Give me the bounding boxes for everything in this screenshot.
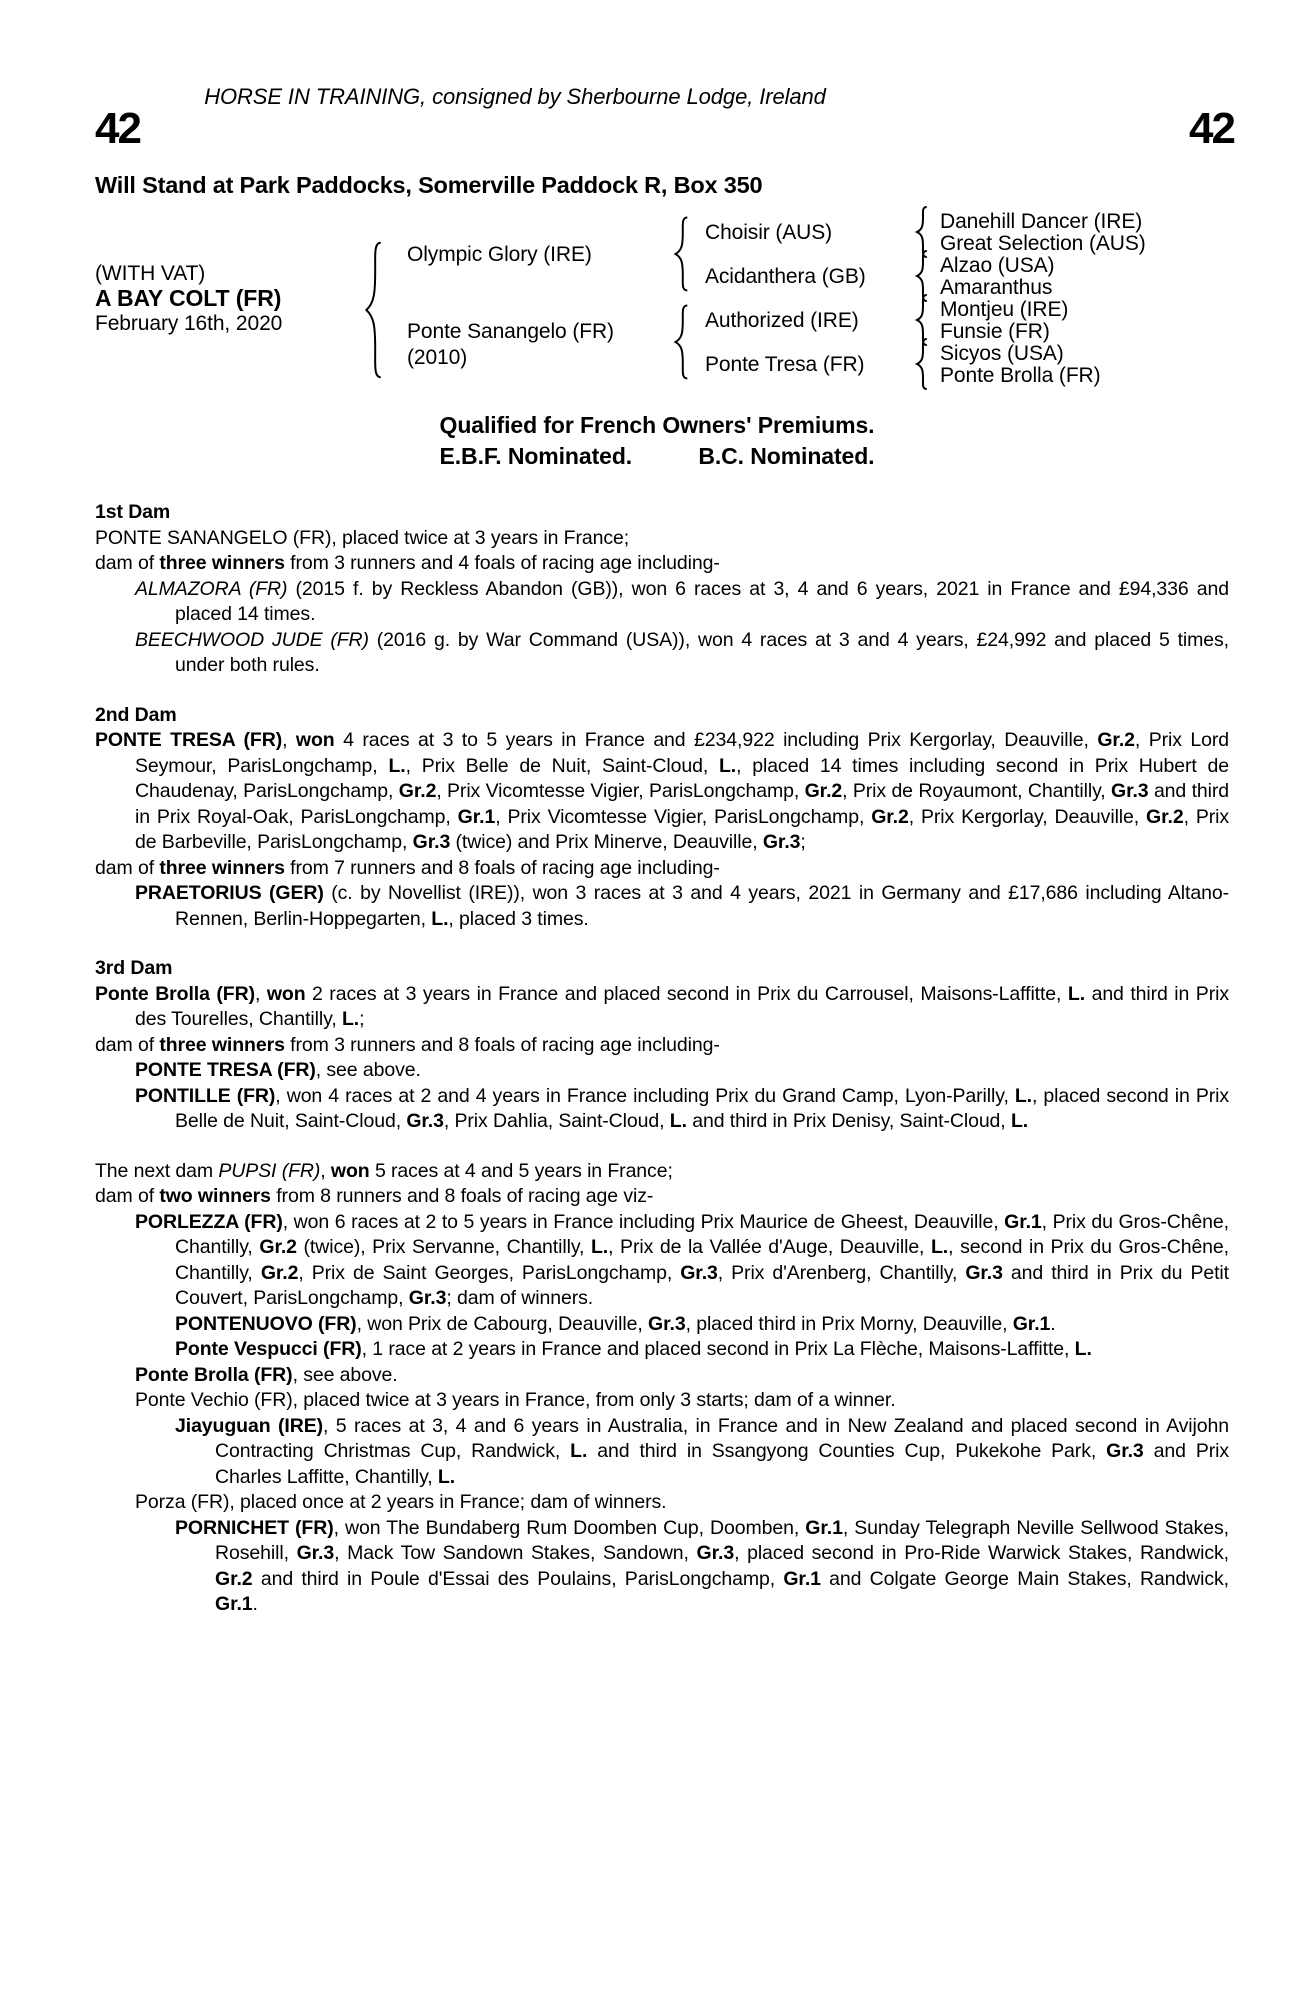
text-run: L. (718, 754, 737, 777)
text-run: , Prix Vicomtesse Vigier, ParisLongchamp, (495, 805, 872, 828)
pedigree-brace-dam (672, 304, 690, 380)
text-run: Gr.2 (260, 1261, 299, 1284)
text-run: L. (931, 1236, 949, 1258)
text-run: , 1 race at 2 years in France and placed second in Prix La Flèche, Maisons-Laffitte, (361, 1338, 1075, 1360)
text-run: Gr.3 (648, 1312, 686, 1335)
pedigree-gen3-name: Great Selection (AUS) (940, 232, 1146, 255)
text-run: Gr.1 (783, 1567, 821, 1590)
pedigree-brace-gen1 (362, 240, 384, 380)
pedigree-gen3-name: Funsie (FR) (940, 320, 1050, 343)
text-run: Gr.3 (296, 1542, 335, 1564)
text-run: Gr.3 (408, 1287, 447, 1309)
text-run: L. (1014, 1084, 1032, 1107)
text-run: , placed second in Pro-Ride Warwick Stakes, Randwick, (734, 1542, 1229, 1564)
pedigree-sire: Olympic Glory (IRE) (407, 243, 592, 266)
text-run: , placed second in Prix Belle de Nuit, Saint-Cloud, (175, 1084, 1229, 1132)
text-run: and Prix Charles Laffitte, Chantilly, (215, 1440, 1230, 1488)
text-run: , placed third in Prix Morny, Deauville, (685, 1312, 1013, 1335)
text-run: three winners (159, 856, 285, 879)
text-run: , 5 races at 3, 4 and 6 years in Australia, in France and in New Zealand and placed second in Avijohn Contracting Christmas Cup, Randwick, (215, 1414, 1229, 1462)
catalogue-paragraph (95, 1159, 1229, 1185)
text-run: dam of (95, 856, 160, 879)
text-run: PORLEZZA (FR) (135, 1210, 283, 1233)
text-run: , won 4 races at 2 and 4 years in France including Prix du Grand Camp, Lyon-Parilly, (275, 1084, 1015, 1107)
text-run: ALMAZORA (FR) (135, 577, 288, 600)
text-run: from 3 runners and 8 foals of racing age including- (284, 1033, 720, 1056)
text-run: Gr.1 (805, 1516, 843, 1539)
text-run: PONTE TRESA (FR) (135, 1059, 316, 1081)
text-run: L. (431, 907, 449, 930)
text-run: L. (388, 754, 406, 777)
text-run: Gr.3 (1111, 780, 1149, 802)
text-run: dam of (95, 1185, 160, 1207)
catalogue-paragraph (95, 856, 1229, 882)
text-run: Gr.2 (1097, 729, 1135, 751)
text-run: L. (1074, 1338, 1092, 1360)
text-run: (twice) and Prix Minerve, Deauville, (450, 831, 763, 853)
text-run: , (320, 1159, 331, 1182)
catalogue-paragraph (95, 1363, 1229, 1389)
text-run: and Colgate George Main Stakes, Randwick, (820, 1567, 1229, 1590)
lot-header-block (0, 0, 1314, 500)
dam-section (95, 956, 1229, 1135)
text-run: , Sunday Telegraph Neville Sellwood Stakes, Rosehill, (215, 1516, 1229, 1564)
text-run: PONTILLE (FR) (135, 1084, 276, 1107)
text-run: L. (341, 1008, 360, 1030)
text-run: , second in Prix du Gros-Chêne, Chantilly, (175, 1236, 1229, 1284)
catalogue-paragraph (95, 1414, 1229, 1491)
pedigree-dam-sire: Authorized (IRE) (705, 309, 859, 332)
text-run: PORNICHET (FR) (175, 1516, 334, 1539)
text-run: Gr.2 (215, 1567, 253, 1590)
catalogue-paragraph (95, 1490, 1229, 1516)
text-run: . (252, 1593, 258, 1615)
catalogue-paragraph (95, 1084, 1229, 1135)
text-run: , (254, 982, 267, 1005)
pedigree-gen3-name: Ponte Brolla (FR) (940, 364, 1101, 387)
text-run: Jiayuguan (IRE) (175, 1414, 323, 1437)
text-run: and third in Poule d'Essai des Poulains, ParisLongchamp, (252, 1567, 784, 1590)
text-run: , Prix d'Arenberg, Chantilly, (717, 1261, 966, 1284)
text-run: from 3 runners and 4 foals of racing age including- (284, 552, 720, 574)
text-run: won (295, 729, 335, 751)
text-run: ; dam of winners. (446, 1287, 594, 1309)
catalogue-paragraph (95, 982, 1229, 1033)
catalogue-paragraph (95, 1516, 1229, 1618)
text-run: L. (1010, 1110, 1029, 1132)
text-run: , Prix du Gros-Chêne, Chantilly, (175, 1210, 1229, 1258)
catalogue-paragraph (95, 1033, 1229, 1059)
pedigree-dam-year: (2010) (407, 346, 468, 369)
text-run: PONTE SANANGELO (FR), placed twice at 3 years in France; (95, 526, 630, 549)
text-run: , see above. (315, 1059, 421, 1081)
catalogue-paragraph (95, 526, 1229, 552)
premiums-line: Qualified for French Owners' Premiums. (439, 412, 875, 438)
catalogue-paragraph (95, 728, 1229, 856)
text-run: Gr.1 (1004, 1210, 1042, 1233)
text-run: The next dam (95, 1159, 219, 1182)
dam-section-heading: 1st Dam (95, 501, 171, 523)
catalogue-paragraph (95, 551, 1229, 577)
pedigree-gen3-name: Danehill Dancer (IRE) (940, 210, 1143, 233)
catalogue-paragraph (95, 1058, 1229, 1084)
text-run: L. (590, 1236, 609, 1258)
text-run: PONTENUOVO (FR) (175, 1312, 357, 1335)
text-run: (twice), Prix Servanne, Chantilly, (296, 1236, 591, 1258)
lot-number-left: 42 (95, 104, 140, 153)
pedigree-gen3-name: Amaranthus (940, 276, 1053, 299)
text-run: 2 races at 3 years in France and placed second in Prix du Carrousel, Maisons-Laffitte, (305, 982, 1068, 1005)
text-run: three winners (159, 1033, 285, 1056)
text-run: L. (1067, 982, 1086, 1005)
text-run: , placed 3 times. (448, 907, 589, 930)
text-run: and third in Prix Denisy, Saint-Cloud, (686, 1110, 1011, 1132)
catalogue-paragraph (95, 881, 1229, 932)
text-run: , (282, 729, 296, 751)
text-run: , Prix Belle de Nuit, Saint-Cloud, (405, 754, 719, 777)
nomination-line (440, 441, 875, 472)
text-run: Ponte Brolla (FR) (135, 1363, 293, 1386)
colt-foaling-date: February 16th, 2020 (95, 312, 283, 335)
text-run: , see above. (292, 1363, 398, 1386)
text-run: Gr.3 (1106, 1440, 1144, 1462)
pedigree-brace-sire (672, 216, 690, 292)
text-run: ; (800, 831, 806, 853)
text-run: Gr.1 (457, 805, 496, 828)
text-run: ; (359, 1008, 365, 1030)
text-run: (2016 g. by War Command (USA)), won 4 races at 3 and 4 years, £24,992 and placed 5 times, under both rules. (175, 628, 1229, 676)
ebf-nominated-label: E.B.F. Nominated. (439, 443, 633, 469)
text-run: Gr.3 (406, 1110, 444, 1132)
text-run: Gr.1 (215, 1593, 253, 1615)
text-run: PRAETORIUS (GER) (135, 882, 324, 904)
text-run: Gr.2 (259, 1236, 297, 1258)
text-run: from 7 runners and 8 foals of racing age including- (284, 856, 720, 879)
text-run: from 8 runners and 8 foals of racing age viz- (270, 1185, 654, 1207)
text-run: dam of (95, 552, 160, 574)
text-run: PONTE TRESA (FR) (95, 729, 283, 751)
premiums-block (440, 410, 875, 472)
text-run: won (266, 982, 306, 1005)
text-run: , Mack Tow Sandown Stakes, Sandown, (334, 1542, 697, 1564)
text-run: Gr.2 (1146, 805, 1184, 828)
text-run: won (330, 1159, 370, 1182)
text-run: and third in Ssangyong Counties Cup, Pukekohe Park, (587, 1440, 1107, 1462)
text-run: L. (669, 1110, 687, 1132)
text-run: , placed 14 times including second in Prix Hubert de Chaudenay, ParisLongchamp, (135, 754, 1229, 802)
stand-location-line: Will Stand at Park Paddocks, Somerville Paddock R, Box 350 (95, 172, 763, 198)
text-run: , Prix Dahlia, Saint-Cloud, (443, 1110, 670, 1132)
text-run: , Prix Lord Seymour, ParisLongchamp, (135, 729, 1229, 777)
text-run: Gr.1 (1012, 1312, 1051, 1335)
pedigree-gen3-name: Montjeu (IRE) (940, 298, 1069, 321)
text-run: Ponte Brolla (FR) (95, 982, 255, 1005)
pedigree-gen3-name: Sicyos (USA) (940, 342, 1064, 365)
text-run: Gr.3 (680, 1261, 718, 1284)
dam-section-heading: 3rd Dam (95, 957, 173, 979)
text-run: and third in Prix des Tourelles, Chantilly, (135, 982, 1229, 1030)
dam-sections (0, 500, 1314, 1618)
catalogue-paragraph (95, 577, 1229, 628)
dam-section (95, 500, 1229, 679)
text-run: . (1050, 1312, 1056, 1335)
catalogue-paragraph (95, 1337, 1229, 1363)
text-run: Ponte Vechio (FR), placed twice at 3 years in France, from only 3 starts; dam of a winner. (135, 1389, 896, 1411)
page-title: HORSE IN TRAINING, consigned by Sherbourne Lodge, Ireland (204, 84, 826, 109)
text-run: Gr.3 (965, 1261, 1003, 1284)
text-run: Porza (FR), placed once at 2 years in France; dam of winners. (135, 1491, 667, 1513)
lot-number-right: 42 (1189, 104, 1234, 153)
text-run: Gr.3 (412, 831, 451, 853)
text-run: , Prix de Saint Georges, ParisLongchamp, (298, 1261, 681, 1284)
text-run: and third in Prix du Petit Couvert, ParisLongchamp, (175, 1261, 1229, 1309)
text-run: , Prix de Barbeville, ParisLongchamp, (135, 805, 1230, 853)
text-run: , Prix de la Vallée d'Auge, Deauville, (608, 1236, 931, 1258)
text-run: L. (437, 1465, 456, 1488)
text-run: Ponte Vespucci (FR) (175, 1338, 362, 1360)
pedigree-gen3-name: Alzao (USA) (940, 254, 1055, 277)
pedigree-dam: Ponte Sanangelo (FR) (407, 320, 614, 343)
catalogue-paragraph (95, 1210, 1229, 1312)
pedigree-dam-dam: Ponte Tresa (FR) (705, 353, 865, 376)
text-run: , Prix Kergorlay, Deauville, (908, 805, 1147, 828)
text-run: 5 races at 4 and 5 years in France; (369, 1159, 673, 1182)
dam-section (95, 703, 1229, 933)
text-run: , Prix Vicomtesse Vigier, ParisLongchamp, (436, 780, 805, 802)
catalogue-paragraph (95, 1312, 1229, 1338)
text-run: (c. by Novellist (IRE)), won 3 races at 3 and 4 years, 2021 in Germany and £17,686 including Altano-Rennen, Berlin-Hoppegarten, (175, 882, 1229, 930)
text-run: Gr.2 (398, 780, 437, 802)
catalogue-paragraph (95, 1388, 1229, 1414)
text-run: , Prix de Royaumont, Chantilly, (842, 780, 1111, 802)
catalogue-paragraph (95, 1184, 1229, 1210)
text-run: , won The Bundaberg Rum Doomben Cup, Doomben, (333, 1516, 806, 1539)
text-run: 4 races at 3 to 5 years in France and £234,922 including Prix Kergorlay, Deauville, (334, 729, 1098, 751)
text-run: Gr.2 (804, 780, 843, 802)
text-run: Gr.3 (696, 1542, 735, 1564)
colt-name: A BAY COLT (FR) (95, 285, 282, 311)
text-run: Gr.3 (762, 831, 801, 853)
pedigree-brace-gen3-4 (914, 338, 929, 390)
text-run: (2015 f. by Reckless Abandon (GB)), won 6 races at 3, 4 and 6 years, 2021 in France and £94,336 and placed 14 times. (175, 577, 1229, 625)
vat-note: (WITH VAT) (95, 262, 206, 285)
text-run: BEECHWOOD JUDE (FR) (135, 628, 369, 651)
text-run: PUPSI (FR) (218, 1159, 321, 1182)
text-run: two winners (159, 1185, 271, 1207)
bc-nominated-label: B.C. Nominated. (698, 443, 875, 469)
text-run: dam of (95, 1033, 160, 1056)
text-run: , won 6 races at 2 to 5 years in France including Prix Maurice de Gheest, Deauville, (282, 1210, 1005, 1233)
pedigree-sire-dam: Acidanthera (GB) (705, 265, 866, 288)
dam-section-heading: 2nd Dam (95, 703, 177, 726)
text-run: Gr.2 (871, 805, 909, 828)
text-run: L. (570, 1440, 588, 1462)
catalogue-paragraph (95, 628, 1229, 679)
text-run: , won Prix de Cabourg, Deauville, (356, 1312, 649, 1335)
text-run: three winners (159, 552, 285, 574)
text-run: and third in Prix Royal-Oak, ParisLongchamp, (135, 780, 1230, 828)
pedigree-sire-sire: Choisir (AUS) (705, 221, 833, 244)
dam-section (95, 1159, 1229, 1618)
